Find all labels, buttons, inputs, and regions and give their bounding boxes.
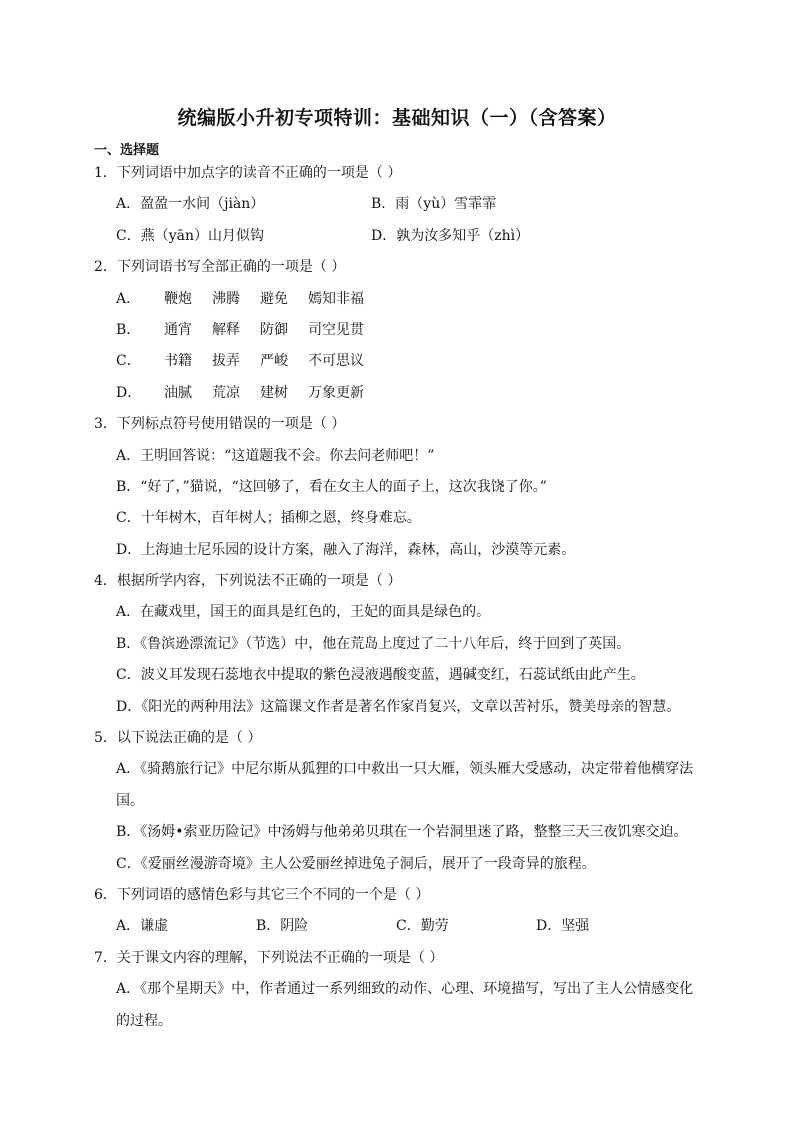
question-7-stem: 7．关于课文内容的理解，下列说法不正确的一项是（ ） — [94, 949, 444, 966]
question-6-option-c: C．勤劳 — [396, 918, 449, 935]
question-6-option-b: B．阴险 — [256, 918, 309, 935]
question-6-stem: 6．下列词语的感情色彩与其它三个不同的一个是（ ） — [94, 887, 430, 904]
question-list — [94, 158, 706, 1037]
word: 建树 — [260, 384, 288, 401]
document-title: 统编版小升初专项特训：基础知识（一）（含答案） — [177, 107, 617, 129]
question-2-option-c — [94, 346, 706, 377]
question-1-options-row-2 — [94, 221, 706, 252]
word: 沸腾 — [212, 290, 240, 307]
word: 鞭炮 — [164, 290, 192, 307]
question-1-stem: 1．下列词语中加点字的读音不正确的一项是（ ） — [94, 165, 402, 181]
question-4-option-d: D．《阳光的两种用法》这篇课文作者是著名作家肖复兴，文章以苦衬乐，赞美母亲的智慧。 — [116, 698, 681, 715]
question-4-option-c: C．波义耳发现石蕊地衣中提取的紫色浸液遇酸变蓝，遇碱变红，石蕊试纸由此产生。 — [116, 667, 645, 684]
word: 书籍 — [164, 353, 192, 370]
word: 万象更新 — [308, 384, 364, 401]
word: 油腻 — [164, 384, 192, 401]
word: 拔弄 — [212, 353, 240, 370]
question-3-option-d: D．上海迪士尼乐园的设计方案，融入了海洋，森林，高山，沙漠等元素。 — [116, 541, 576, 558]
word: 解释 — [212, 321, 240, 338]
question-4-stem: 4．根据所学内容，下列说法不正确的一项是（ ） — [94, 573, 402, 590]
question-6-option-d: D．坚强 — [536, 918, 590, 935]
question-1-options-row-1 — [94, 189, 706, 220]
word: 避免 — [260, 290, 288, 307]
option-label: B． — [116, 321, 141, 338]
question-3-stem: 3．下列标点符号使用错误的一项是（ ） — [94, 416, 346, 433]
question-6-options — [94, 911, 706, 942]
word: 防御 — [260, 321, 288, 338]
section-heading: 一、选择题 — [94, 143, 160, 158]
word: 荒凉 — [212, 384, 240, 401]
word: 司空见贯 — [308, 321, 364, 338]
option-label: C． — [116, 353, 141, 370]
question-7-option-a: A．《那个星期天》中，作者通过一系列细致的动作、心理、环境描写，写出了主人公情感变化的过程。 — [116, 981, 694, 1029]
option-label: D． — [116, 384, 142, 401]
question-4-option-a: A．在藏戏里，国王的面具是红色的，王妃的面具是绿色的。 — [116, 604, 491, 621]
question-3-option-b: B．“好了，”猫说，“这回够了，看在女主人的面子上，这次我饶了你。” — [116, 478, 547, 495]
question-1-option-d: D．孰为汝多知乎（zhì） — [371, 227, 530, 244]
option-label: A． — [116, 290, 141, 307]
question-2-option-a — [94, 284, 706, 315]
question-1-option-c: C．燕（yān）山月似钩 — [116, 227, 264, 244]
question-3-option-a: A．王明回答说：“这道题我不会。你去问老师吧！” — [116, 447, 435, 464]
question-6-option-a: A．谦虚 — [116, 918, 169, 935]
question-1-option-a: A．盈盈一水间（jiàn） — [116, 196, 265, 213]
question-2-stem: 2．下列词语书写全部正确的一项是（ ） — [94, 259, 346, 276]
word: 严峻 — [260, 353, 288, 370]
question-5-option-a: A．《骑鹅旅行记》中尼尔斯从狐狸的口中救出一只大雁，领头雁大受感动，决定带着他横穿法国。 — [116, 761, 694, 809]
question-5-stem: 5．以下说法正确的是（ ） — [94, 730, 262, 747]
word: 通宵 — [164, 321, 192, 338]
question-2-option-d — [94, 378, 706, 409]
question-1-option-b: B．雨（yù）雪霏霏 — [371, 196, 497, 213]
question-3-option-c: C．十年树木，百年树人；插柳之恩，终身难忘。 — [116, 510, 421, 527]
question-4-option-b: B．《鲁滨逊漂流记》（节选）中，他在荒岛上度过了二十八年后，终于回到了英国。 — [116, 635, 631, 652]
question-5-option-b: B．《汤姆•索亚历险记》中汤姆与他弟弟贝琪在一个岩洞里迷了路，整整三天三夜饥寒交迫。 — [116, 824, 688, 841]
question-5-option-c: C．《爱丽丝漫游奇境》主人公爱丽丝掉进兔子洞后，展开了一段奇异的旅程。 — [116, 855, 596, 872]
word: 不可思议 — [308, 353, 364, 370]
question-2-option-b — [94, 315, 706, 346]
word: 嫣知非福 — [308, 290, 364, 307]
